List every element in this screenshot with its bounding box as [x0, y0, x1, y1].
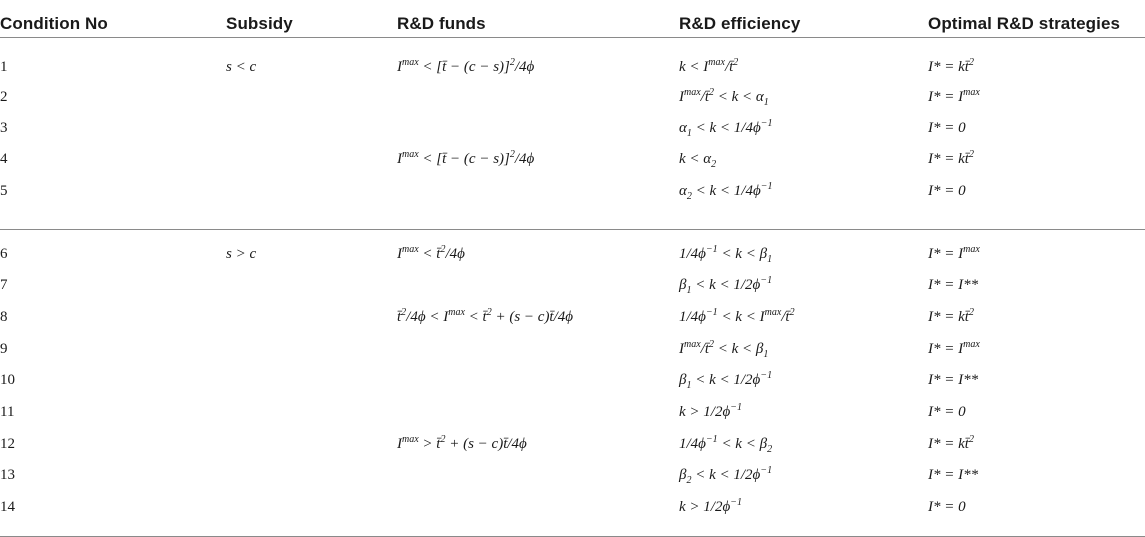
- cell-no: 14: [0, 499, 15, 515]
- header-rule: [0, 37, 1145, 38]
- cell-strategy: $I* = I^{max}$: [928, 339, 980, 357]
- cell-no: 2: [0, 89, 8, 105]
- cell-no: 6: [0, 246, 8, 262]
- cell-efficiency: $k < I^{max}/t̄^2$: [679, 57, 739, 75]
- cell-no: 3: [0, 120, 8, 136]
- cell-efficiency: $k < \alpha_2$: [679, 151, 717, 170]
- cell-strategy: I* = 0: [928, 499, 966, 515]
- cell-subsidy: s < c: [226, 59, 257, 75]
- cell-efficiency: $\beta_1 < k < 1/2\phi^{-1}$: [679, 275, 773, 296]
- cell-funds: $I^{max}$ < [t̄ − (c − s)]$^2$/4ϕ: [397, 149, 535, 167]
- cell-subsidy: s > c: [226, 246, 257, 262]
- cell-no: 10: [0, 372, 15, 388]
- cell-strategy: I* = kt̄$^2$: [928, 307, 974, 325]
- cell-strategy: I* = 0: [928, 120, 966, 136]
- cell-efficiency: $\alpha_2 < k < 1/4\phi^{-1}$: [679, 181, 773, 202]
- cell-efficiency: $k > 1/2\phi^{-1}$: [679, 497, 742, 515]
- cell-efficiency: $1/4\phi^{-1} < k$ < $I^{max}/t̄^2$: [679, 307, 795, 325]
- cell-efficiency: $\alpha_1 < k < 1/4\phi^{-1}$: [679, 118, 773, 139]
- cell-funds: $I^{max}$ > t̄$^2$ + (s − c)t̄/4ϕ: [397, 434, 527, 452]
- cell-efficiency: $\beta_2 < k < 1/2\phi^{-1}$: [679, 465, 773, 486]
- header-rd-funds: R&D funds: [397, 14, 486, 33]
- cell-funds: t̄$^2$/4ϕ < $I^{max}$ < t̄$^2$ + (s − c)t̄/4ϕ: [397, 307, 574, 325]
- header-rd-efficiency: R&D efficiency: [679, 14, 801, 33]
- cell-no: 5: [0, 183, 8, 199]
- cell-no: 12: [0, 436, 15, 452]
- cell-strategy: I* = kt̄$^2$: [928, 57, 974, 75]
- cell-no: 4: [0, 151, 8, 167]
- cell-strategy: I* = 0: [928, 183, 966, 199]
- cell-no: 13: [0, 467, 15, 483]
- cell-efficiency: $k > 1/2\phi^{-1}$: [679, 402, 742, 420]
- cell-no: 11: [0, 404, 15, 420]
- cell-strategy: I* = I**: [928, 467, 979, 483]
- header-optimal-strategies: Optimal R&D strategies: [928, 14, 1121, 33]
- cell-efficiency: $\beta_1 < k < 1/2\phi^{-1}$: [679, 370, 773, 391]
- cell-no: 8: [0, 309, 8, 325]
- cell-no: 7: [0, 277, 8, 293]
- cell-strategy: $I* = I^{max}$: [928, 87, 980, 105]
- cell-strategy: I* = I**: [928, 277, 979, 293]
- cell-efficiency: $I^{max}/t̄^2 < k < \alpha_1$: [679, 87, 769, 108]
- header-condition-no: Condition No: [0, 14, 108, 33]
- cell-efficiency: $I^{max}/t̄^2 < k < \beta_1$: [679, 339, 769, 360]
- cell-no: 1: [0, 59, 8, 75]
- cell-strategy: I* = kt̄$^2$: [928, 434, 974, 452]
- cell-no: 9: [0, 341, 8, 357]
- cell-strategy: $I* = I^{max}$: [928, 244, 980, 262]
- header-subsidy: Subsidy: [226, 14, 293, 33]
- group-divider-rule: [0, 229, 1145, 230]
- cell-strategy: I* = I**: [928, 372, 979, 388]
- cell-strategy: I* = 0: [928, 404, 966, 420]
- cell-efficiency: $1/4\phi^{-1} < k < \beta_2$: [679, 434, 773, 455]
- cell-strategy: I* = kt̄$^2$: [928, 149, 974, 167]
- cell-funds: $I^{max}$ < t̄$^2$/4ϕ: [397, 244, 465, 262]
- cell-funds: $I^{max}$ < [t̄ − (c − s)]$^2$/4ϕ: [397, 57, 535, 75]
- cell-efficiency: $1/4\phi^{-1} < k < \beta_1$: [679, 244, 773, 265]
